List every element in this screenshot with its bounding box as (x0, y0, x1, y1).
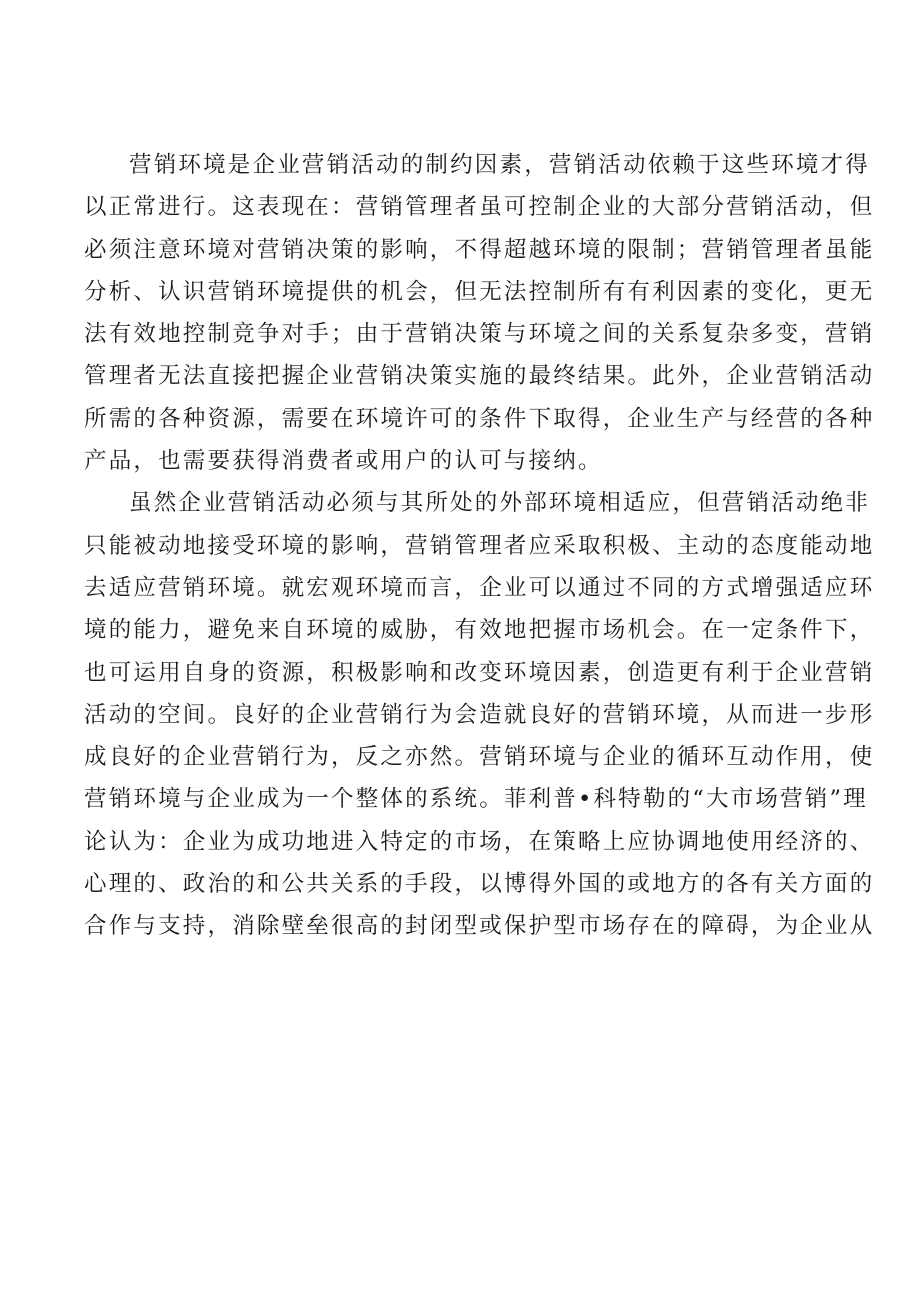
text-line: 营销环境是企业营销活动的制约因素，营销活动依赖于这些环境才得 (129, 152, 871, 178)
text-line: 去适应营销环境。就宏观环境而言，企业可以通过不同的方式增强适应环 (84, 574, 875, 601)
text-line: 分析、认识营销环境提供的机会，但无法控制所有有利因素的变化，更无 (84, 278, 875, 305)
text-line: 境的能力，避免来自环境的威胁，有效地把握市场机会。在一定条件下， (84, 617, 875, 644)
text-line: 营销环境与企业成为一个整体的系统。菲利普•科特勒的“大市场营销”理 (84, 786, 868, 813)
text-line: 管理者无法直接把握企业营销决策实施的最终结果。此外，企业营销活动 (84, 363, 875, 390)
text-line: 只能被动地接受环境的影响，营销管理者应采取积极、主动的态度能动地 (84, 532, 875, 559)
text-line: 法有效地控制竞争对手；由于营销决策与环境之间的关系复杂多变，营销 (84, 321, 875, 348)
text-line: 心理的、政治的和公共关系的手段，以博得外国的或地方的各有关方面的 (84, 871, 875, 898)
text-line: 论认为：企业为成功地进入特定的市场，在策略上应协调地使用经济的、 (84, 828, 875, 855)
text-line: 活动的空间。良好的企业营销行为会造就良好的营销环境，从而进一步形 (84, 701, 875, 728)
paragraph-2 (84, 482, 875, 947)
paragraph-1 (84, 144, 875, 482)
text-line: 产品，也需要获得消费者或用户的认可与接纳。 (84, 448, 603, 475)
text-line: 以正常进行。这表现在：营销管理者虽可控制企业的大部分营销活动，但 (84, 194, 875, 221)
text-line: 成良好的企业营销行为，反之亦然。营销环境与企业的循环互动作用，使 (84, 744, 875, 771)
document-page (84, 144, 875, 948)
text-line: 虽然企业营销活动必须与其所处的外部环境相适应，但营销活动绝非 (129, 490, 871, 517)
text-line: 也可运用自身的资源，积极影响和改变环境因素，创造更有利于企业营销 (84, 659, 875, 686)
text-line: 合作与支持，消除壁垒很高的封闭型或保护型市场存在的障碍，为企业从 (84, 913, 875, 940)
text-line: 必须注意环境对营销决策的影响，不得超越环境的限制；营销管理者虽能 (84, 236, 875, 263)
text-line: 所需的各种资源，需要在环境许可的条件下取得，企业生产与经营的各种 (84, 405, 875, 432)
